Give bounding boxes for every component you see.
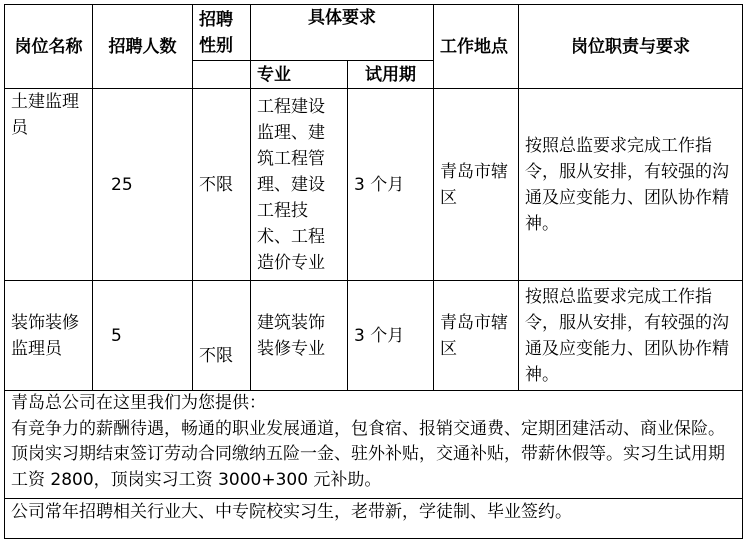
header-position: 岗位名称 bbox=[5, 5, 93, 89]
cell-probation: 3 个月 bbox=[348, 89, 434, 281]
header-location: 工作地点 bbox=[434, 5, 519, 89]
header-probation: 试用期 bbox=[348, 61, 434, 89]
header-major: 专业 bbox=[251, 61, 348, 89]
cell-probation: 3 个月 bbox=[348, 281, 434, 391]
cell-major: 建筑装饰装修专业 bbox=[251, 281, 348, 391]
header-gender-spacer bbox=[193, 61, 251, 89]
table-row bbox=[5, 89, 743, 281]
cell-count: 25 bbox=[93, 89, 193, 281]
cell-duties: 按照总监要求完成工作指令，服从安排，有较强的沟通及应变能力、团队协作精神。 bbox=[519, 89, 743, 281]
notice-row bbox=[5, 499, 743, 539]
cell-gender: 不限 bbox=[193, 89, 251, 281]
header-duties: 岗位职责与要求 bbox=[519, 5, 743, 89]
cell-location: 青岛市辖区 bbox=[434, 89, 519, 281]
header-requirements: 具体要求 bbox=[251, 5, 434, 61]
cell-position: 装饰装修监理员 bbox=[5, 281, 93, 391]
cell-major: 工程建设监理、建筑工程管理、建设工程技术、工程造价专业 bbox=[251, 89, 348, 281]
table-row bbox=[5, 281, 743, 391]
notice-cell: 公司常年招聘相关行业大、中专院校实习生，老带新，学徒制、毕业签约。 bbox=[5, 499, 743, 539]
header-gender: 招聘性别 bbox=[193, 5, 251, 61]
benefits-intro: 青岛总公司在这里我们为您提供： bbox=[11, 393, 266, 413]
header-count: 招聘人数 bbox=[93, 5, 193, 89]
cell-location: 青岛市辖区 bbox=[434, 281, 519, 391]
cell-position: 土建监理员 bbox=[5, 89, 93, 281]
header-row bbox=[5, 5, 743, 61]
recruitment-table bbox=[4, 4, 743, 539]
benefits-body: 有竞争力的薪酬待遇，畅通的职业发展通道，包食宿、报销交通费、定期团建活动、商业保险。顶岗实习期结束签订劳动合同缴纳五险一金、驻外补贴，交通补贴，带薪休假等。实习生试用期工资 2800，顶岗实习工资 3000+300 元补助。 bbox=[11, 418, 725, 490]
cell-gender: 不限 bbox=[193, 281, 251, 391]
benefits-row bbox=[5, 391, 743, 499]
benefits-cell bbox=[5, 391, 743, 499]
cell-count: 5 bbox=[93, 281, 193, 391]
cell-duties: 按照总监要求完成工作指令，服从安排，有较强的沟通及应变能力、团队协作精神。 bbox=[519, 281, 743, 391]
